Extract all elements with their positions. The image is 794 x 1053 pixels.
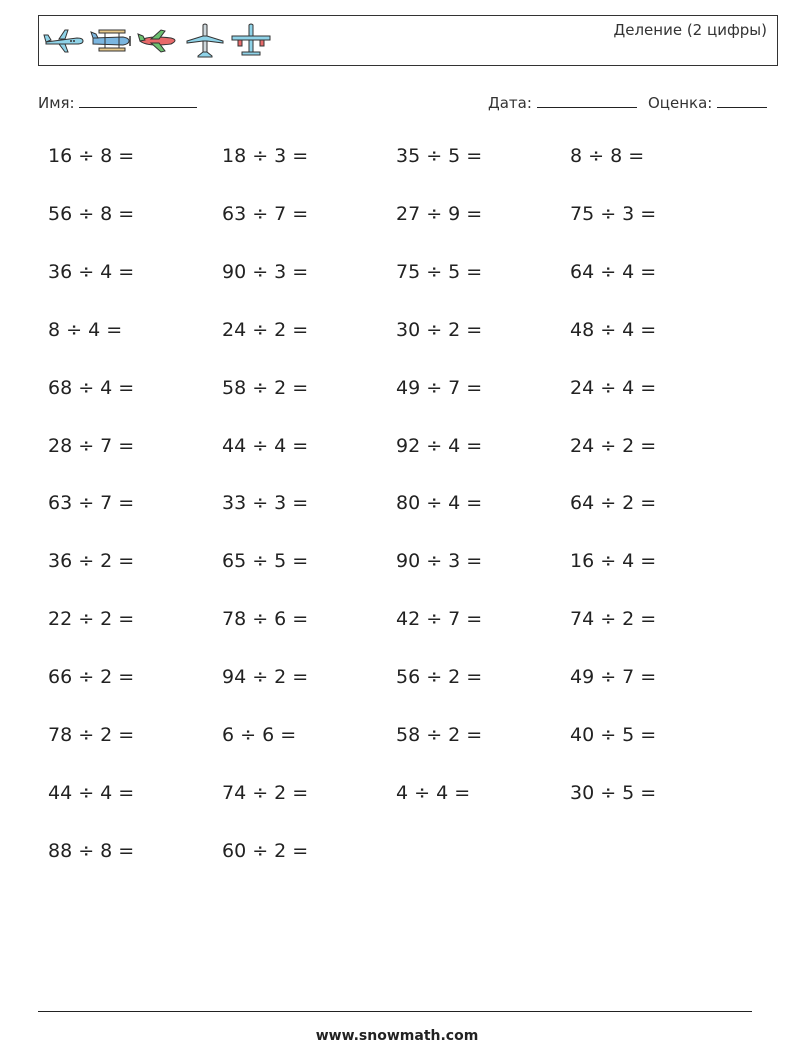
problem-row — [48, 261, 748, 291]
division-problem: 8 ÷ 4 = — [48, 318, 123, 341]
division-problem: 74 ÷ 2 = — [570, 608, 657, 631]
division-problem: 75 ÷ 5 = — [396, 260, 483, 283]
division-problem: 88 ÷ 8 = — [48, 839, 135, 862]
date-label: Дата: — [488, 94, 532, 112]
division-problem: 28 ÷ 7 = — [48, 434, 135, 457]
footer-divider — [38, 1011, 752, 1012]
division-problem: 78 ÷ 6 = — [222, 608, 309, 631]
red-plane-icon — [137, 26, 181, 56]
problem-row — [48, 608, 748, 638]
division-problem: 75 ÷ 3 = — [570, 202, 657, 225]
division-problem: 22 ÷ 2 = — [48, 608, 135, 631]
division-problem: 24 ÷ 2 = — [570, 434, 657, 457]
division-problem: 48 ÷ 4 = — [570, 318, 657, 341]
division-problem: 90 ÷ 3 = — [396, 550, 483, 573]
division-problem: 44 ÷ 4 = — [222, 434, 309, 457]
problem-row — [48, 840, 748, 870]
division-problem: 35 ÷ 5 = — [396, 145, 483, 167]
division-problem: 8 ÷ 8 = — [570, 145, 645, 167]
division-problem: 78 ÷ 2 = — [48, 724, 135, 746]
division-problem: 36 ÷ 4 = — [48, 260, 135, 283]
date-field — [488, 93, 637, 112]
problem-row — [48, 319, 748, 349]
header-icons — [43, 22, 273, 60]
division-problem: 27 ÷ 9 = — [396, 202, 483, 225]
problem-row — [48, 666, 748, 696]
division-problem: 33 ÷ 3 = — [222, 492, 309, 515]
division-problem: 16 ÷ 4 = — [570, 550, 657, 573]
problem-row — [48, 492, 748, 522]
division-problem: 68 ÷ 4 = — [48, 376, 135, 399]
division-problem: 6 ÷ 6 = — [222, 724, 297, 746]
division-problem: 94 ÷ 2 = — [222, 666, 309, 689]
biplane-icon — [89, 26, 133, 56]
grade-blank[interactable] — [717, 93, 767, 108]
division-problem: 4 ÷ 4 = — [396, 781, 471, 804]
division-problem: 60 ÷ 2 = — [222, 839, 309, 862]
airplane-icon — [43, 26, 85, 56]
worksheet-title: Деление (2 цифры) — [613, 21, 767, 39]
division-problem: 24 ÷ 2 = — [222, 318, 309, 341]
division-problem: 36 ÷ 2 = — [48, 550, 135, 573]
division-problem: 49 ÷ 7 = — [396, 376, 483, 399]
problem-row — [48, 724, 748, 754]
division-problem: 63 ÷ 7 = — [222, 202, 309, 225]
cross-plane-icon — [229, 23, 273, 59]
name-blank[interactable] — [79, 93, 197, 108]
division-problem: 80 ÷ 4 = — [396, 492, 483, 515]
problem-row — [48, 203, 748, 233]
division-problem: 64 ÷ 4 = — [570, 260, 657, 283]
division-problem: 65 ÷ 5 = — [222, 550, 309, 573]
header-box — [38, 15, 778, 66]
footer-url: www.snowmath.com — [315, 1028, 479, 1044]
problem-row — [48, 145, 748, 175]
division-problem: 66 ÷ 2 = — [48, 666, 135, 689]
date-blank[interactable] — [537, 93, 637, 108]
division-problem: 63 ÷ 7 = — [48, 492, 135, 515]
jet-icon — [185, 23, 225, 59]
division-problem: 18 ÷ 3 = — [222, 145, 309, 167]
division-problem: 24 ÷ 4 = — [570, 376, 657, 399]
name-label: Имя: — [38, 94, 75, 112]
problem-row — [48, 435, 748, 465]
name-field — [38, 93, 197, 112]
division-problem: 16 ÷ 8 = — [48, 145, 135, 167]
division-problem: 40 ÷ 5 = — [570, 724, 657, 746]
division-problem: 90 ÷ 3 = — [222, 260, 309, 283]
division-problem: 44 ÷ 4 = — [48, 781, 135, 804]
division-problem: 64 ÷ 2 = — [570, 492, 657, 515]
grade-field — [648, 93, 767, 112]
division-problem: 56 ÷ 2 = — [396, 666, 483, 689]
division-problem: 49 ÷ 7 = — [570, 666, 657, 689]
division-problem: 58 ÷ 2 = — [396, 724, 483, 746]
problem-row — [48, 782, 748, 812]
grade-label: Оценка: — [648, 94, 713, 112]
division-problem: 42 ÷ 7 = — [396, 608, 483, 631]
division-problem: 30 ÷ 5 = — [570, 781, 657, 804]
division-problem: 30 ÷ 2 = — [396, 318, 483, 341]
problem-row — [48, 377, 748, 407]
division-problem: 56 ÷ 8 = — [48, 202, 135, 225]
problem-row — [48, 550, 748, 580]
division-problem: 58 ÷ 2 = — [222, 376, 309, 399]
division-problem: 92 ÷ 4 = — [396, 434, 483, 457]
division-problem: 74 ÷ 2 = — [222, 781, 309, 804]
